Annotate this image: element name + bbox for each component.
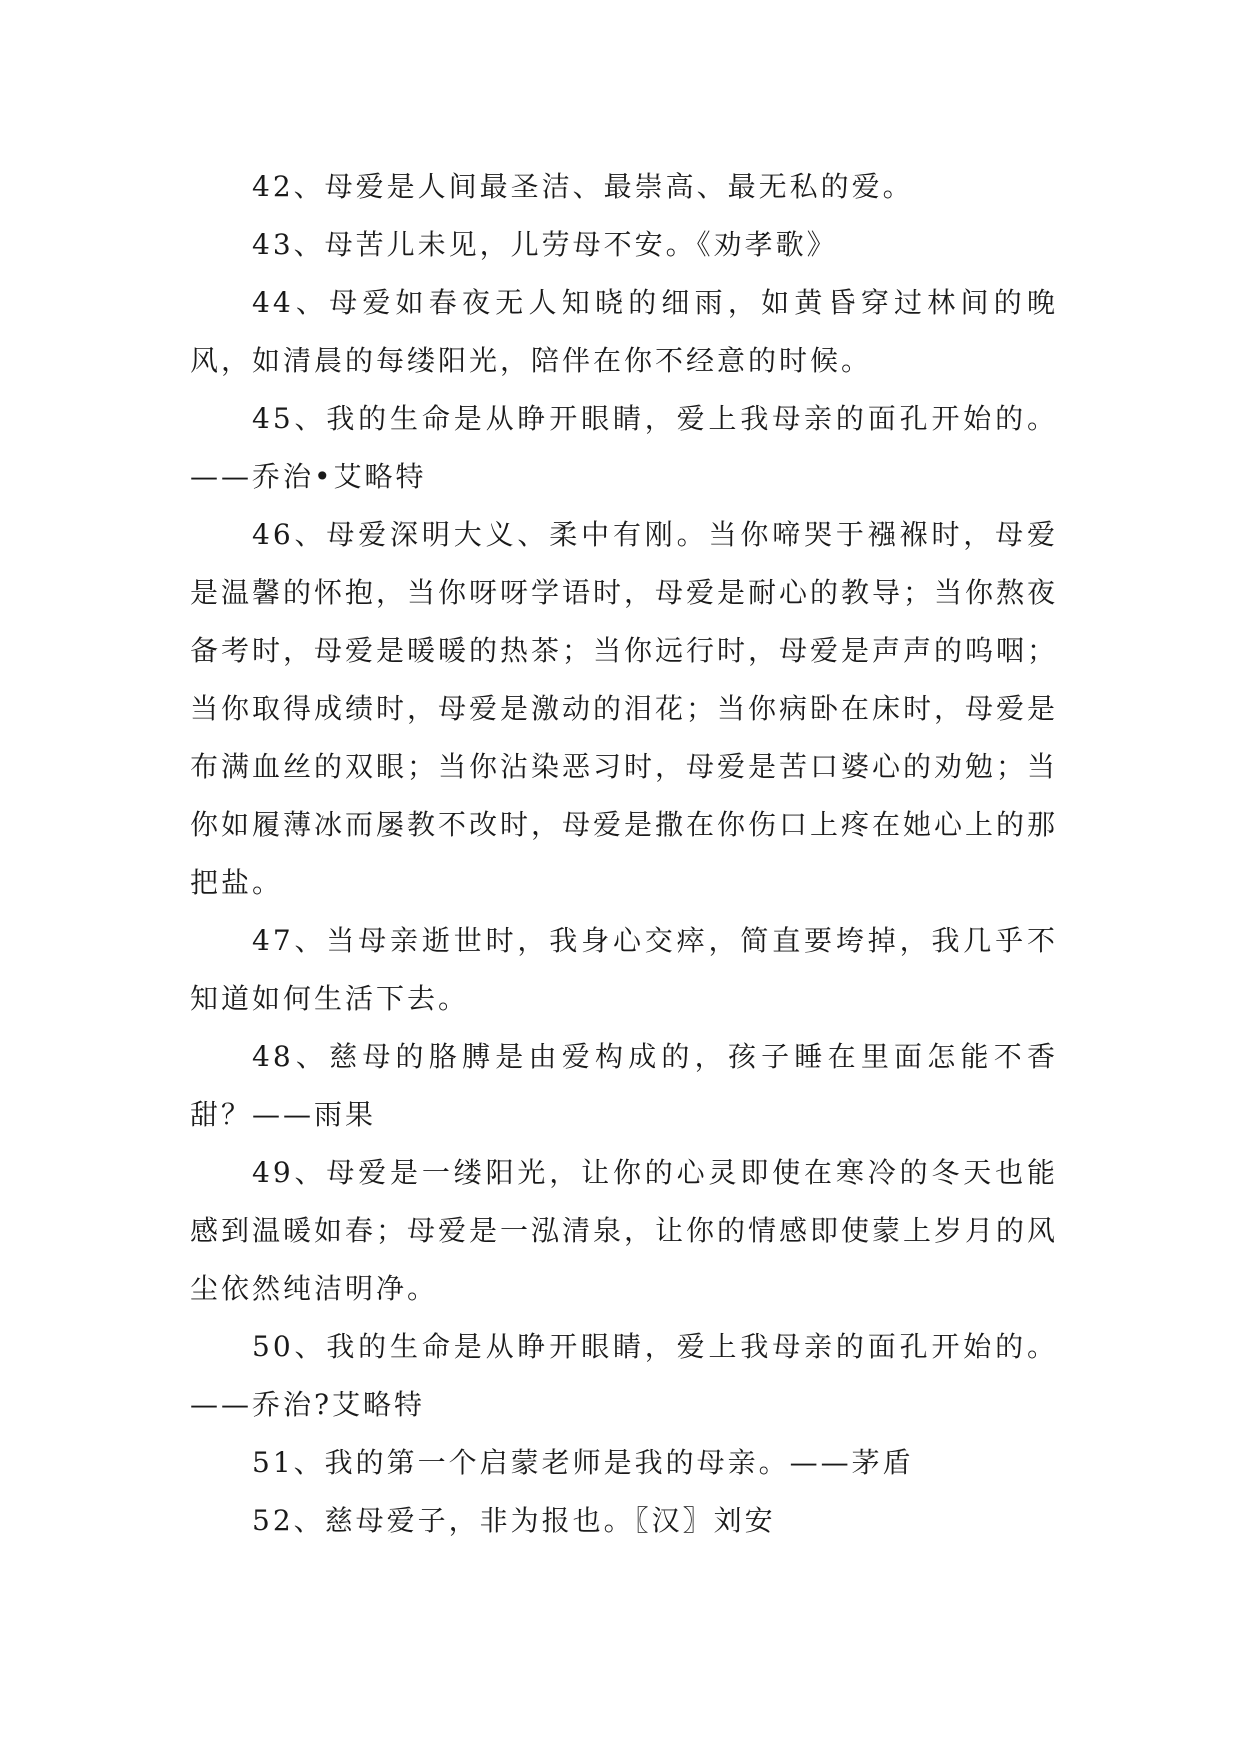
quote-42: 42、母爱是人间最圣洁、最崇高、最无私的爱。: [252, 170, 914, 203]
quote-52: 52、慈母爱子，非为报也。〖汉〗刘安: [252, 1504, 776, 1537]
quote-50: 50、我的生命是从睁开眼睛，爱上我母亲的面孔开始的。——乔治?艾略特: [190, 1330, 1058, 1421]
quote-47: 47、当母亲逝世时，我身心交瘁，简直要垮掉，我几乎不知道如何生活下去。: [190, 924, 1058, 1015]
quote-48: 48、慈母的胳膊是由爱构成的，孩子睡在里面怎能不香甜？——雨果: [190, 1040, 1058, 1131]
quote-list: [190, 158, 1058, 1550]
quote-43: 43、母苦儿未见，儿劳母不安。《劝孝歌》: [252, 228, 838, 261]
quote-46: 46、母爱深明大义、柔中有刚。当你啼哭于襁褓时，母爱是温馨的怀抱，当你呀呀学语时，母爱是耐心的教导；当你熬夜备考时，母爱是暖暖的热茶；当你远行时，母爱是声声的呜咽；当你取得成绩时，母爱是激动的泪花；当你病卧在床时，母爱是布满血丝的双眼；当你沾染恶习时，母爱是苦口婆心的劝勉；当你如履薄冰而屡教不改时，母爱是撒在你伤口上疼在她心上的那把盐。: [190, 518, 1059, 899]
quote-49: 49、母爱是一缕阳光，让你的心灵即使在寒冷的冬天也能感到温暖如春；母爱是一泓清泉，让你的情感即使蒙上岁月的风尘依然纯洁明净。: [190, 1156, 1059, 1305]
quote-51: 51、我的第一个启蒙老师是我的母亲。——茅盾: [252, 1446, 914, 1479]
quote-44: 44、母爱如春夜无人知晓的细雨，如黄昏穿过林间的晚风，如清晨的每缕阳光，陪伴在你不经意的时候。: [190, 286, 1058, 377]
quote-45: 45、我的生命是从睁开眼睛，爱上我母亲的面孔开始的。——乔治•艾略特: [190, 402, 1058, 493]
